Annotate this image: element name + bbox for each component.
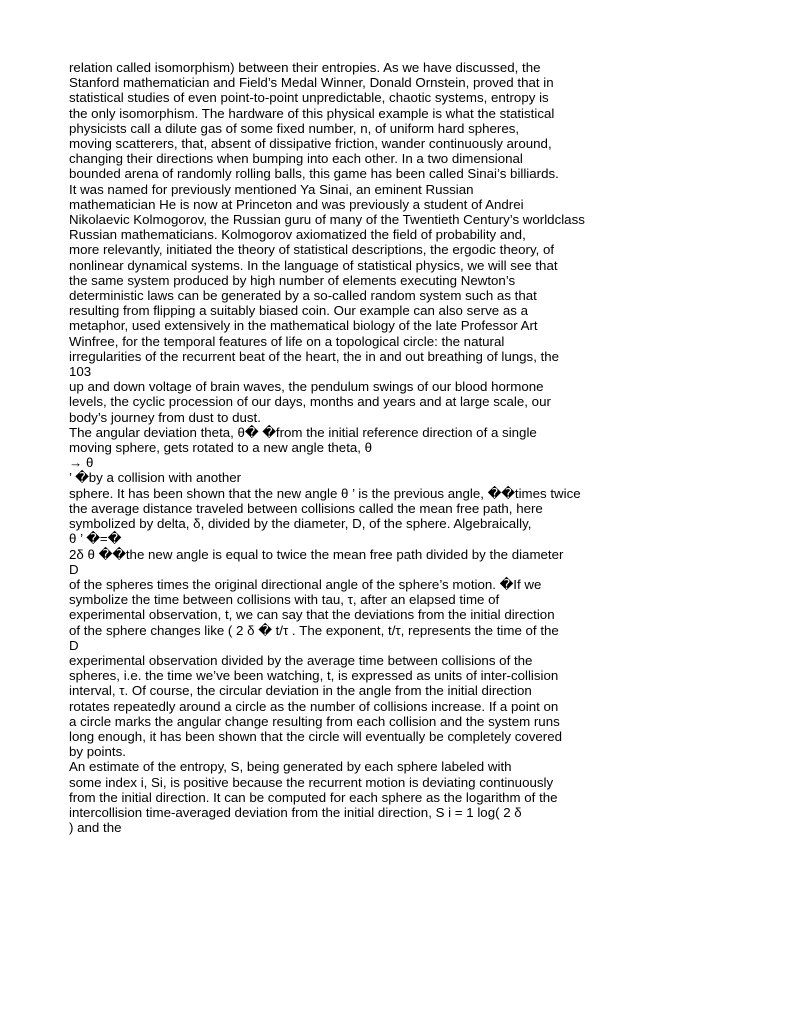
text-line: The angular deviation theta, θ� �from the initial reference direction of a single: [69, 424, 537, 440]
text-line: of the sphere changes like ( 2 δ � t/τ . The exponent, t/τ, represents the time of the: [69, 622, 559, 638]
text-line: from the initial direction. It can be computed for each sphere as the logarithm of the: [69, 789, 558, 805]
text-line: symbolized by delta, δ, divided by the diameter, D, of the sphere. Algebraically,: [69, 516, 532, 532]
equation-fragment: θ ’ �=�: [69, 531, 122, 547]
text-line: Russian mathematicians. Kolmogorov axiomatized the field of probability and,: [69, 227, 526, 243]
text-line: more relevantly, initiated the theory of statistical descriptions, the ergodic theory, of: [69, 242, 555, 258]
text-line: resulting from flipping a suitably biased coin. Our example can also serve as a: [69, 303, 528, 319]
text-line: the average distance traveled between collisions called the mean free path, here: [69, 500, 543, 516]
text-line: ) and the: [69, 820, 122, 836]
text-line: spheres, i.e. the time we’ve been watching, t, is expressed as units of inter-collision: [69, 668, 559, 684]
text-line: irregularities of the recurrent beat of the heart, the in and out breathing of lungs, the: [69, 348, 560, 364]
text-line: by points.: [69, 744, 126, 760]
equation-fragment: D: [69, 637, 79, 653]
text-line: of the spheres times the original directional angle of the sphere’s motion. �If we: [69, 576, 542, 592]
text-line: symbolize the time between collisions with tau, τ, after an elapsed time of: [69, 592, 500, 608]
text-line: An estimate of the entropy, S, being generated by each sphere labeled with: [69, 759, 512, 775]
text-line: nonlinear dynamical systems. In the language of statistical physics, we will see that: [69, 257, 558, 273]
text-line: metaphor, used extensively in the mathematical biology of the late Professor Art: [69, 318, 538, 334]
text-line: intercollision time-averaged deviation from the initial direction, S i = 1 log( 2 δ: [69, 804, 522, 820]
text-line: sphere. It has been shown that the new angle θ ’ is the previous angle, ��times twice: [69, 485, 581, 501]
text-line: Stanford mathematician and Field’s Medal Winner, Donald Ornstein, proved that in: [69, 75, 554, 91]
text-line: the only isomorphism. The hardware of this physical example is what the statistical: [69, 105, 555, 121]
page-number: 103: [69, 364, 92, 380]
text-line: experimental observation divided by the average time between collisions of the: [69, 652, 533, 668]
text-line: Nikolaevic Kolmogorov, the Russian guru of many of the Twentieth Century’s worldclass: [69, 212, 585, 228]
text-line: It was named for previously mentioned Ya Sinai, an eminent Russian: [69, 181, 474, 197]
text-line: a circle marks the angular change resulting from each collision and the system runs: [69, 713, 560, 729]
text-line: ’ �by a collision with another: [69, 470, 242, 486]
equation-fragment: D: [69, 561, 79, 577]
text-line: long enough, it has been shown that the circle will eventually be completely covered: [69, 728, 563, 744]
text-line: up and down voltage of brain waves, the pendulum swings of our blood hormone: [69, 379, 544, 395]
text-line: Winfree, for the temporal features of life on a topological circle: the natural: [69, 333, 505, 349]
text-line: mathematician He is now at Princeton and was previously a student of Andrei: [69, 196, 524, 212]
equation-fragment: → θ: [69, 455, 94, 471]
text-line: relation called isomorphism) between their entropies. As we have discussed, the: [69, 60, 541, 75]
text-line: statistical studies of even point-to-point unpredictable, chaotic systems, entropy is: [69, 90, 549, 106]
text-line: interval, τ. Of course, the circular deviation in the angle from the initial direction: [69, 683, 532, 699]
text-line: rotates repeatedly around a circle as the number of collisions increase. If a point on: [69, 698, 559, 714]
text-line: levels, the cyclic procession of our days, months and years and at large scale, our: [69, 394, 551, 410]
text-line: moving sphere, gets rotated to a new angle theta, θ: [69, 440, 373, 456]
text-line: some index i, Si, is positive because the recurrent motion is deviating continuously: [69, 774, 554, 790]
text-line: experimental observation, t, we can say that the deviations from the initial direction: [69, 607, 555, 623]
text-line: 2δ θ ��the new angle is equal to twice the mean free path divided by the diameter: [69, 546, 564, 562]
document-page: [69, 60, 769, 835]
text-line: deterministic laws can be generated by a so-called random system such as that: [69, 288, 537, 304]
text-line: changing their directions when bumping into each other. In a two dimensional: [69, 151, 523, 167]
text-line: moving scatterers, that, absent of dissipative friction, wander continuously around,: [69, 136, 552, 152]
text-line: body’s journey from dust to dust.: [69, 409, 261, 425]
text-line: the same system produced by high number of elements executing Newton’s: [69, 272, 516, 288]
text-line: bounded arena of randomly rolling balls, this game has been called Sinai’s billiards.: [69, 166, 559, 182]
text-line: physicists call a dilute gas of some fixed number, n, of uniform hard spheres,: [69, 120, 520, 136]
